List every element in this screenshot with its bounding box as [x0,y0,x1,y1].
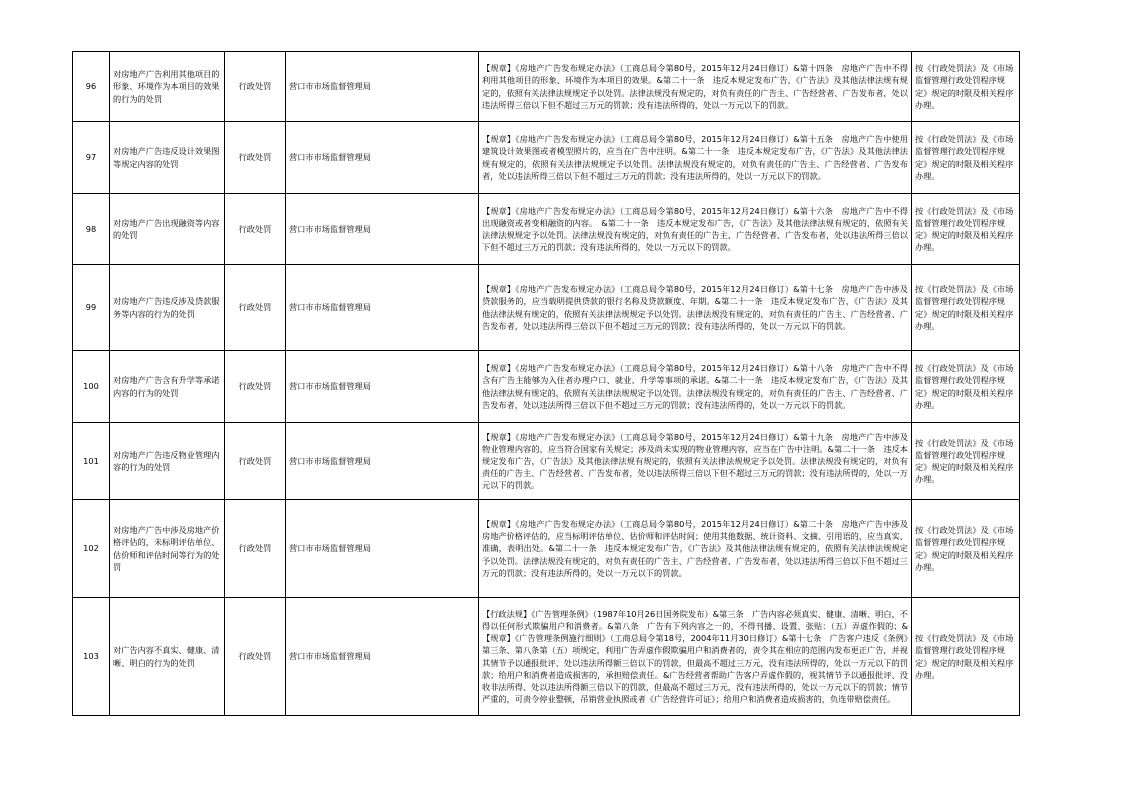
item-name: 对广告内容不真实、健康、清晰、明白的行为的处罚 [110,598,225,716]
table-row [73,194,1020,265]
item-number: 98 [73,194,110,265]
item-category: 行政处罚 [225,423,286,500]
item-category: 行政处罚 [225,351,286,423]
item-name: 对房地产广告违反设计效果图等规定内容的处罚 [110,122,225,194]
item-legal-basis: 【规章】《房地产广告发布规定办法》（工商总局令第80号，2015年12月24日修订）&第十四条 房地产广告中不得利用其他项目的形象、环境作为本项目的效果。&第二十一条 违反本规定发布广告，《广告法》及其他法律法规有规定的，依照有关法律法规规定予以处罚。法律法规没有规定的，对负有责任的广告主、广告经营者、广告发布者，处以违法所得三倍以下但不超过三万元的罚款；没有违法所得的，处以一万元以下的罚款。 [479,52,912,122]
table-row [73,598,1020,716]
table-row [73,122,1020,194]
item-name: 对房地产广告利用其他项目的形象、环境作为本项目的效果的行为的处罚 [110,52,225,122]
item-category: 行政处罚 [225,194,286,265]
item-number: 99 [73,265,110,351]
item-procedure: 按《行政处罚法》及《市场监督管理行政处罚程序规定》规定的时限及相关程序办理。 [912,598,1020,716]
item-category: 行政处罚 [225,52,286,122]
item-name: 对房地产广告含有升学等承诺内容的行为的处罚 [110,351,225,423]
table-row [73,52,1020,122]
item-legal-basis: 【规章】《房地产广告发布规定办法》（工商总局令第80号，2015年12月24日修订）&第十五条 房地产广告中使用建筑设计效果图或者模型照片的，应当在广告中注明。&第二十一条 违反本规定发布广告，《广告法》及其他法律法规有规定的，依照有关法律法规规定予以处罚。法律法规没有规定的，对负有责任的广告主、广告经营者、广告发布者，处以违法所得三倍以下但不超过三万元的罚款；没有违法所得的，处以一万元以下的罚款。 [479,122,912,194]
item-agency: 营口市市场监督管理局 [286,122,479,194]
item-number: 97 [73,122,110,194]
item-procedure: 按《行政处罚法》及《市场监督管理行政处罚程序规定》规定的时限及相关程序办理。 [912,423,1020,500]
item-category: 行政处罚 [225,265,286,351]
item-agency: 营口市市场监督管理局 [286,351,479,423]
item-name: 对房地产广告出现融资等内容的处罚 [110,194,225,265]
item-procedure: 按《行政处罚法》及《市场监督管理行政处罚程序规定》规定的时限及相关程序办理。 [912,265,1020,351]
table-row [73,500,1020,598]
item-procedure: 按《行政处罚法》及《市场监督管理行政处罚程序规定》规定的时限及相关程序办理。 [912,500,1020,598]
item-name: 对房地产广告中涉及房地产价格评估的，未标明评估单位、估价师和评估时间等行为的处罚 [110,500,225,598]
item-legal-basis: 【规章】《房地产广告发布规定办法》（工商总局令第80号，2015年12月24日修订）&第十七条 房地产广告中涉及贷款服务的，应当载明提供贷款的银行名称及贷款额度、年期。&第二十一条 违反本规定发布广告，《广告法》及其他法律法规有规定的，依照有关法律法规规定予以处罚。法律法规没有规定的，对负有责任的广告主、广告经营者、广告发布者，处以违法所得三倍以下但不超过三万元的罚款；没有违法所得的，处以一万元以下的罚款。 [479,265,912,351]
item-procedure: 按《行政处罚法》及《市场监督管理行政处罚程序规定》规定的时限及相关程序办理。 [912,194,1020,265]
table-row [73,351,1020,423]
item-category: 行政处罚 [225,122,286,194]
item-name: 对房地产广告违反涉及贷款服务等内容的行为的处罚 [110,265,225,351]
item-category: 行政处罚 [225,500,286,598]
item-number: 101 [73,423,110,500]
item-category: 行政处罚 [225,598,286,716]
item-procedure: 按《行政处罚法》及《市场监督管理行政处罚程序规定》规定的时限及相关程序办理。 [912,351,1020,423]
item-agency: 营口市市场监督管理局 [286,52,479,122]
item-legal-basis: 【规章】《房地产广告发布规定办法》（工商总局令第80号，2015年12月24日修订）&第二十条 房地产广告中涉及房地产价格评估的，应当标明评估单位、估价师和评估时间；使用其他数据、统计资料、文摘、引用语的，应当真实、准确，表明出处。&第二十一条 违反本规定发布广告，《广告法》及其他法律法规有规定的，依照有关法律法规规定予以处罚。法律法规没有规定的，对负有责任的广告主、广告经营者、广告发布者，处以违法所得三倍以下但不超过三万元的罚款；没有违法所得的，处以一万元以下的罚款。 [479,500,912,598]
item-agency: 营口市市场监督管理局 [286,598,479,716]
item-agency: 营口市市场监督管理局 [286,423,479,500]
enforcement-table [72,51,1020,716]
item-procedure: 按《行政处罚法》及《市场监督管理行政处罚程序规定》规定的时限及相关程序办理。 [912,52,1020,122]
table-row [73,423,1020,500]
item-number: 100 [73,351,110,423]
item-legal-basis: 【规章】《房地产广告发布规定办法》（工商总局令第80号，2015年12月24日修订）&第十六条 房地产广告中不得出现融资或者变相融资的内容。 &第二十一条 违反本规定发布广告，《广告法》及其他法律法规有规定的，依照有关法律法规规定予以处罚。法律法规没有规定的，对负有责任的广告主、广告经营者、广告发布者，处以违法所得三倍以下但不超过三万元的罚款；没有违法所得的，处以一万元以下的罚款。 [479,194,912,265]
item-legal-basis: 【行政法规】《广告管理条例》（1987年10月26日国务院发布）&第三条 广告内容必须真实、健康、清晰、明白，不得以任何形式欺骗用户和消费者。&第八条 广告有下列内容之一的，不得刊播、设置、张贴：（五）弄虚作假的；&【规章】《广告管理条例施行细则》（工商总局令第18号，2004年11月30日修订）&第十七条 广告客户违反《条例》第三条、第八条第（五）项规定，利用广告弄虚作假欺骗用户和消费者的，责令其在相应的范围内发布更正广告，并视其情节予以通报批评、处以违法所得额三倍以下的罚款，但最高不超过三万元，没有违法所得的，处以一万元以下的罚款；给用户和消费者造成损害的，承担赔偿责任。&广告经营者帮助广告客户弄虚作假的，视其情节予以通报批评、没收非法所得、处以违法所得额三倍以下的罚款，但最高不超过三万元，没有违法所得的，处以一万元以下的罚款；情节严重的，可责令停业整顿，吊销营业执照或者《广告经营许可证》；给用户和消费者造成损害的，负连带赔偿责任。 [479,598,912,716]
item-legal-basis: 【规章】《房地产广告发布规定办法》（工商总局令第80号，2015年12月24日修订）&第十九条 房地产广告中涉及物业管理内容的，应当符合国家有关规定；涉及尚未实现的物业管理内容，应当在广告中注明。&第二十一条 违反本规定发布广告，《广告法》及其他法律法规有规定的，依照有关法律法规规定予以处罚。法律法规没有规定的，对负有责任的广告主、广告经营者、广告发布者，处以违法所得三倍以下但不超过三万元的罚款；没有违法所得的，处以一万元以下的罚款。 [479,423,912,500]
item-agency: 营口市市场监督管理局 [286,500,479,598]
item-name: 对房地产广告违反物业管理内容的行为的处罚 [110,423,225,500]
item-legal-basis: 【规章】《房地产广告发布规定办法》（工商总局令第80号，2015年12月24日修订）&第十八条 房地产广告中不得含有广告主能够为入住者办理户口、就业、升学等事项的承诺。&第二十一条 违反本规定发布广告，《广告法》及其他法律法规有规定的，依照有关法律法规规定予以处罚。法律法规没有规定的，对负有责任的广告主、广告经营者、广告发布者，处以违法所得三倍以下但不超过三万元的罚款；没有违法所得的，处以一万元以下的罚款。 [479,351,912,423]
item-number: 103 [73,598,110,716]
item-number: 96 [73,52,110,122]
item-agency: 营口市市场监督管理局 [286,194,479,265]
item-procedure: 按《行政处罚法》及《市场监督管理行政处罚程序规定》规定的时限及相关程序办理。 [912,122,1020,194]
table-row [73,265,1020,351]
item-number: 102 [73,500,110,598]
item-agency: 营口市市场监督管理局 [286,265,479,351]
